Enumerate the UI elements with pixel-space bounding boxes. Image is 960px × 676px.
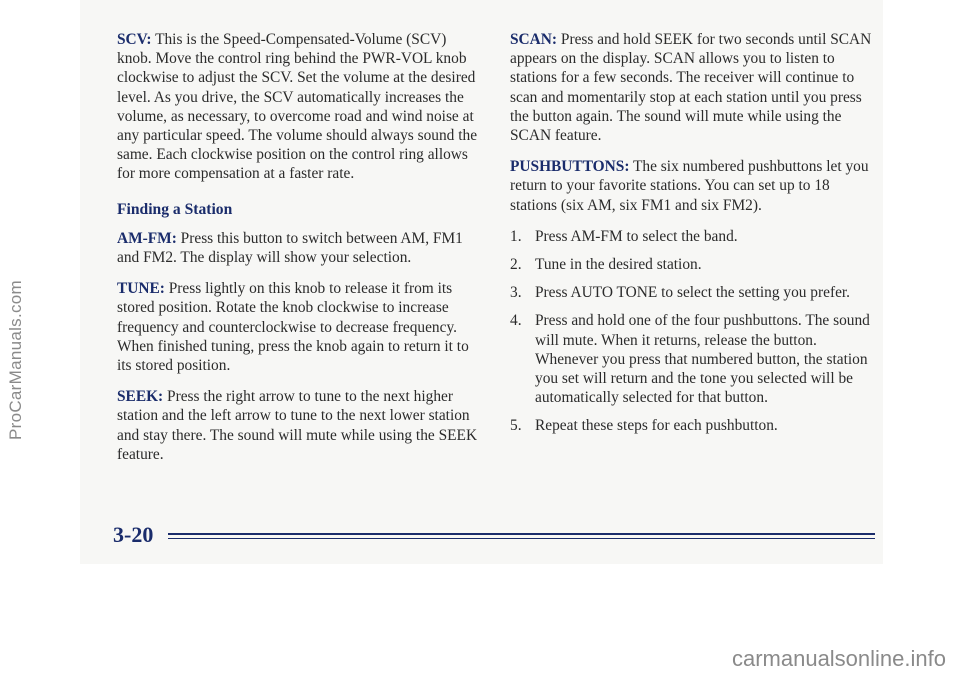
section-heading: Finding a Station	[117, 200, 233, 218]
seek-paragraph	[117, 387, 482, 464]
amfm-label: AM-FM:	[117, 229, 177, 247]
side-watermark-text: ProCarManuals.com	[6, 279, 25, 441]
step-number: 1.	[510, 227, 522, 245]
step-item	[510, 227, 880, 246]
step-text: Press and hold one of the four pushbuttons. The sound will mute. When it returns, release the button. Whenever you press that numbered button, the station you set will return and the tone you selected will be automatically selected for that button.	[535, 312, 870, 407]
footer-rule	[168, 533, 875, 535]
page-number: 3-20	[113, 522, 154, 547]
right-column	[510, 30, 880, 445]
scan-paragraph	[510, 30, 880, 145]
step-text: Press AM-FM to select the band.	[535, 227, 738, 245]
scv-paragraph	[117, 30, 482, 184]
scan-text: Press and hold SEEK for two seconds until SCAN appears on the display. SCAN allows you to listen to stations for a few seconds. The receiver will continue to scan and momentarily stop at each station until you press the button again. The sound will mute while using the SCAN feature.	[510, 31, 872, 145]
step-text: Press AUTO TONE to select the setting you prefer.	[535, 284, 851, 302]
step-item	[510, 416, 880, 435]
amfm-paragraph	[117, 229, 482, 267]
steps-list	[510, 227, 880, 436]
footer-rule-thin	[168, 538, 875, 539]
step-item	[510, 283, 880, 302]
scv-label: SCV:	[117, 31, 152, 48]
seek-label: SEEK:	[117, 388, 164, 406]
step-number: 2.	[510, 256, 522, 274]
step-number: 5.	[510, 417, 522, 435]
pushbuttons-label: PUSHBUTTONS:	[510, 158, 630, 176]
step-text: Repeat these steps for each pushbutton.	[535, 417, 778, 435]
scan-label: SCAN:	[510, 31, 558, 48]
tune-text: Press lightly on this knob to release it from its stored position. Rotate the knob clockwise to increase frequency and counterclockwise to decrease frequency. When finished tuning, press the knob again to return it to its stored position.	[117, 280, 469, 375]
tune-paragraph	[117, 279, 482, 375]
amfm-text: Press this button to switch between AM, FM1 and FM2. The display will show your selection.	[117, 229, 463, 267]
step-item	[510, 311, 880, 407]
side-watermark	[6, 200, 26, 520]
bottom-watermark: carmanualsonline.info	[731, 646, 946, 671]
pushbuttons-text: The six numbered pushbuttons let you return to your favorite stations. You can set up to 18 stations (six AM, six FM1 and six FM2).	[510, 158, 869, 214]
step-item	[510, 255, 880, 274]
pushbuttons-paragraph	[510, 157, 880, 215]
scv-text: This is the Speed-Compensated-Volume (SCV) knob. Move the control ring behind the PWR-VOL knob clockwise to adjust the SCV. Set the volume at the desired level. As you drive, the SCV automatically increases the volume, as necessary, to overcome road and wind noise at any particular speed. The volume should always sound the same. Each clockwise position on the control ring allows for more compensation at a faster rate.	[117, 31, 478, 183]
seek-text: Press the right arrow to tune to the next higher station and the left arrow to tune to the next lower station and stay there. The sound will mute while using the SEEK feature.	[117, 388, 478, 463]
left-column	[117, 30, 482, 476]
step-number: 3.	[510, 284, 522, 302]
tune-label: TUNE:	[117, 280, 165, 298]
step-number: 4.	[510, 312, 522, 330]
step-text: Tune in the desired station.	[535, 256, 702, 274]
